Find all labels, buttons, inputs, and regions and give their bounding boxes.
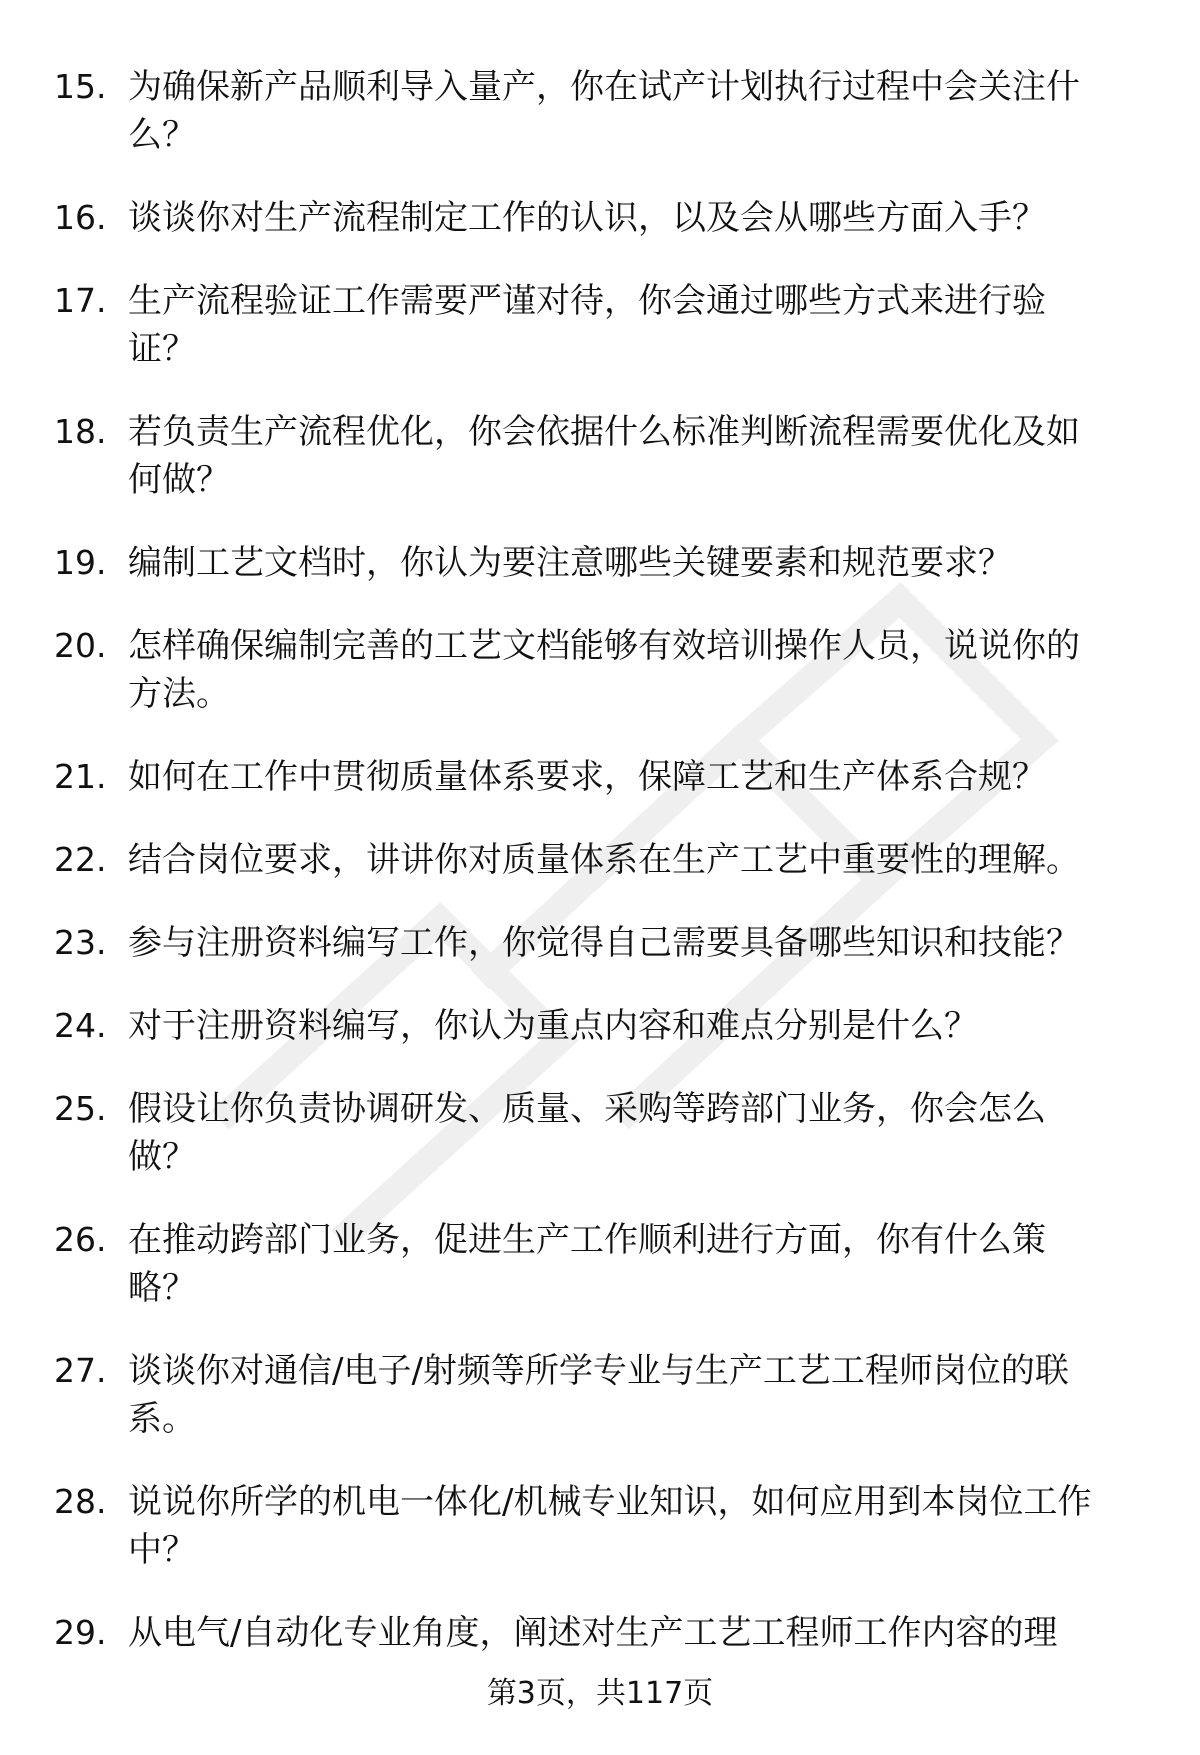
- question-line: 在推动跨部门业务，促进生产工作顺利进行方面，你有什么策: [128, 1220, 1046, 1260]
- question-item: [0, 1002, 1200, 1050]
- question-line: 中？: [128, 1530, 196, 1570]
- question-line: 何做？: [128, 460, 230, 500]
- question-line: 做？: [128, 1137, 196, 1177]
- question-number: 17.: [54, 281, 107, 320]
- question-number: 18.: [54, 412, 107, 451]
- question-item: [0, 1478, 1200, 1574]
- question-text: [128, 63, 1200, 159]
- question-line: 若负责生产流程优化，你会依据什么标准判断流程需要优化及如: [128, 412, 1080, 452]
- question-number: 22.: [54, 840, 107, 879]
- question-line: 结合岗位要求，讲讲你对质量体系在生产工艺中重要性的理解。: [128, 840, 1080, 880]
- question-text: [128, 1002, 1200, 1050]
- question-text: [128, 622, 1200, 718]
- question-line: 么？: [128, 115, 196, 155]
- question-item: [0, 1347, 1200, 1443]
- question-line: 方法。: [128, 674, 230, 714]
- question-number: 29.: [54, 1613, 107, 1652]
- question-line: 假设让你负责协调研发、质量、采购等跨部门业务，你会怎么: [128, 1089, 1046, 1129]
- question-item: [0, 539, 1200, 587]
- question-text: [128, 408, 1200, 504]
- question-item: [0, 1609, 1200, 1657]
- question-item: [0, 836, 1200, 884]
- question-line: 为确保新产品顺利导入量产，你在试产计划执行过程中会关注什: [128, 67, 1080, 107]
- question-item: [0, 919, 1200, 967]
- question-line: 系。: [128, 1399, 196, 1439]
- question-text: [128, 753, 1200, 801]
- question-item: [0, 277, 1200, 373]
- question-line: 略？: [128, 1268, 196, 1308]
- question-item: [0, 1085, 1200, 1181]
- question-number: 16.: [54, 198, 107, 237]
- question-text: [128, 1609, 1200, 1657]
- question-text: [128, 1347, 1200, 1443]
- question-text: [128, 1478, 1200, 1574]
- question-number: 21.: [54, 757, 107, 796]
- question-line: 编制工艺文档时，你认为要注意哪些关键要素和规范要求？: [128, 543, 1012, 583]
- question-line: 谈谈你对通信/电子/射频等所学专业与生产工艺工程师岗位的联: [128, 1351, 1069, 1391]
- question-number: 28.: [54, 1482, 107, 1521]
- question-item: [0, 63, 1200, 159]
- question-line: 证？: [128, 329, 196, 369]
- question-line: 生产流程验证工作需要严谨对待，你会通过哪些方式来进行验: [128, 281, 1046, 321]
- question-line: 谈谈你对生产流程制定工作的认识，以及会从哪些方面入手？: [128, 198, 1046, 238]
- question-text: [128, 539, 1200, 587]
- question-text: [128, 836, 1200, 884]
- question-number: 20.: [54, 626, 107, 665]
- question-line: 如何在工作中贯彻质量体系要求，保障工艺和生产体系合规？: [128, 757, 1046, 797]
- question-number: 24.: [54, 1006, 107, 1045]
- question-item: [0, 753, 1200, 801]
- question-line: 对于注册资料编写，你认为重点内容和难点分别是什么？: [128, 1006, 978, 1046]
- page-footer: 第3页，共117页: [486, 1676, 714, 1711]
- question-number: 26.: [54, 1220, 107, 1259]
- question-number: 19.: [54, 543, 107, 582]
- question-text: [128, 919, 1200, 967]
- question-item: [0, 194, 1200, 242]
- question-number: 25.: [54, 1089, 107, 1128]
- question-item: [0, 622, 1200, 718]
- question-text: [128, 277, 1200, 373]
- question-text: [128, 194, 1200, 242]
- question-line: 从电气/自动化专业角度，阐述对生产工艺工程师工作内容的理: [128, 1613, 1058, 1653]
- question-text: [128, 1085, 1200, 1181]
- question-text: [128, 1216, 1200, 1312]
- question-line: 怎样确保编制完善的工艺文档能够有效培训操作人员，说说你的: [128, 626, 1080, 666]
- question-number: 27.: [54, 1351, 107, 1390]
- question-line: 说说你所学的机电一体化/机械专业知识，如何应用到本岗位工作: [128, 1482, 1092, 1522]
- question-item: [0, 408, 1200, 504]
- question-list: [0, 63, 1200, 1663]
- question-item: [0, 1216, 1200, 1312]
- question-number: 15.: [54, 67, 107, 106]
- question-number: 23.: [54, 923, 107, 962]
- question-line: 参与注册资料编写工作，你觉得自己需要具备哪些知识和技能？: [128, 923, 1080, 963]
